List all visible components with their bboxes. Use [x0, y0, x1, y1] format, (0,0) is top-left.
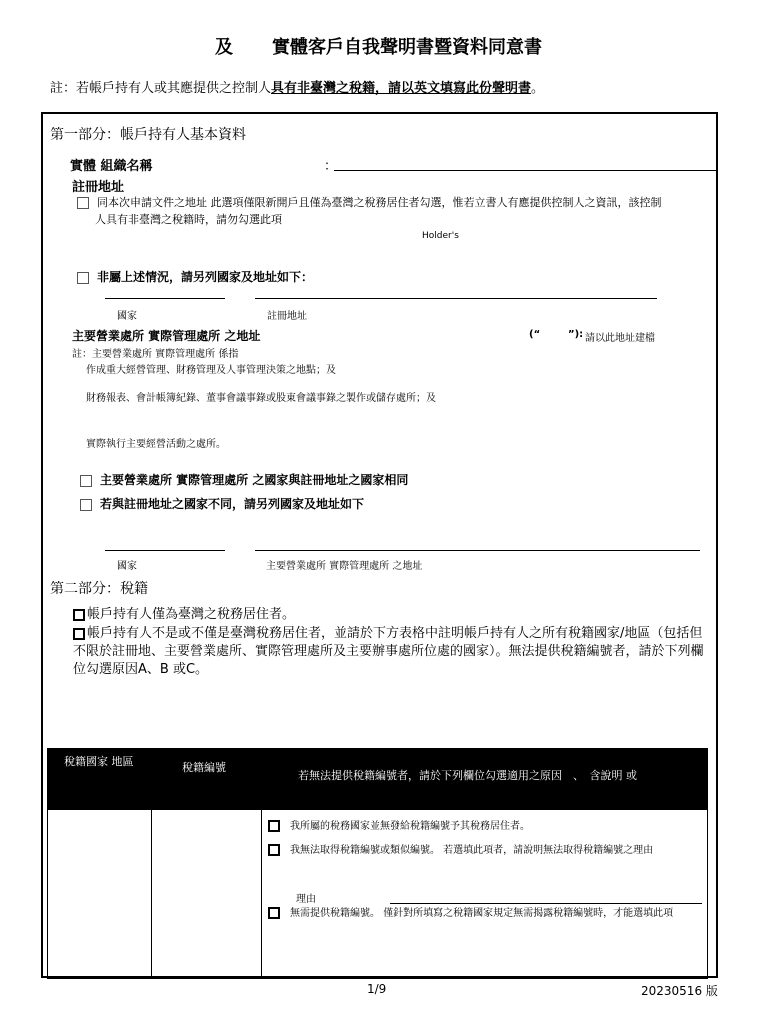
option-diff-country	[80, 495, 364, 512]
reason-a-text: 我所屬的稅務國家並無發給稅籍編號予其稅務居住者。	[290, 821, 530, 832]
option-taiwan-only-checkbox[interactable]	[73, 609, 85, 621]
note-suffix: 。	[531, 81, 545, 96]
option-same-doc-text: 同本次申請文件之地址 此選項僅限新開戶且僅為臺灣之稅務居住者勾選，惟若立書人有應提供控制人之資訊，該控制	[97, 196, 662, 209]
principal-item-1: 作成重大經營管理、財務管理及人事管理決策之地點；及	[86, 365, 336, 376]
principal-address-label: 主要營業處所 實際管理處所 之地址	[266, 561, 423, 572]
part1-heading: 第一部分：帳戶持有人基本資料	[50, 127, 246, 143]
part2-heading: 第二部分：稅籍	[50, 581, 148, 597]
note-underlined: 具有非臺灣之稅籍，請以英文填寫此份聲明書	[271, 81, 532, 96]
option-same-country-text: 主要營業處所 實際管理處所 之國家與註冊地址之國家相同	[100, 473, 409, 487]
option-not-only	[73, 625, 713, 679]
principal-item-3: 實際執行主要經營活動之處所。	[86, 439, 226, 450]
entity-name-field[interactable]	[334, 170, 718, 171]
reason-cell	[262, 810, 708, 979]
col-tin-header-text: 稅籍編號	[182, 761, 226, 774]
option-diff-country-checkbox[interactable]	[80, 499, 92, 511]
col-reason-header-text: 若無法提供稅籍編號者，請於下列欄位勾選適用之原因 、 含說明 或	[298, 769, 637, 782]
reason-label: 理由	[296, 894, 316, 905]
quote-close: ”):	[568, 329, 584, 340]
reason-a-checkbox[interactable]	[268, 820, 280, 832]
version-label: 20230516 版	[641, 984, 718, 998]
option-same-country	[80, 471, 408, 488]
option-taiwan-only	[73, 603, 295, 622]
option-other-address	[77, 268, 313, 285]
col-country-header	[48, 749, 152, 810]
reason-c-text: 無需提供稅籍編號。 僅針對所填寫之稅籍國家規定無需揭露稅籍編號時，才能選填此項	[290, 908, 674, 919]
option-same-doc-line2: 人具有非臺灣之稅籍時，請勿勾選此項	[95, 213, 282, 226]
tin-cell[interactable]	[152, 810, 262, 979]
col-country-header-text: 稅籍國家 地區	[64, 755, 134, 768]
option-same-doc	[77, 194, 662, 210]
option-same-country-checkbox[interactable]	[80, 475, 92, 487]
tax-table	[47, 748, 708, 979]
reason-field[interactable]	[390, 903, 702, 904]
intro-note	[50, 77, 544, 96]
entity-name-colon: ：	[324, 159, 338, 174]
principal-item-2: 財務報表、會計帳簿紀錄、董事會議事錄或股東會議事錄之製作或儲存處所；及	[86, 393, 436, 404]
reg-address-label: 註冊地址	[267, 311, 307, 322]
quote-open: (“	[529, 329, 541, 340]
option-not-only-checkbox[interactable]	[73, 628, 85, 640]
col-reason-header	[262, 749, 708, 810]
reason-b	[268, 843, 698, 859]
title-part1: 及	[215, 37, 233, 58]
tax-table-header	[48, 749, 708, 810]
country-field[interactable]	[105, 298, 225, 299]
principal-address-field[interactable]	[255, 550, 700, 551]
principal-note: 註：主要營業處所 實際管理處所 係指	[72, 349, 239, 360]
option-same-doc-checkbox[interactable]	[77, 197, 89, 209]
page-title: 實體客戶自我聲明書暨資料同意書	[272, 37, 542, 58]
tax-table-row	[48, 810, 708, 979]
principal-address-heading: 主要營業處所 實際管理處所 之地址	[72, 329, 261, 343]
quote-note: 請以此地址建檔	[585, 333, 655, 344]
reg-address-field[interactable]	[255, 298, 657, 299]
reason-b-text: 我無法取得稅籍編號或類似編號。 若選填此項者，請說明無法取得稅籍編號之理由	[290, 845, 654, 856]
country-label: 國家	[117, 311, 137, 322]
principal-country-label: 國家	[117, 561, 137, 572]
option-not-only-text: 帳戶持有人不是或不僅是臺灣稅務居住者，並請於下方表格中註明帳戶持有人之所有稅籍國家/地區（包括但不限於註冊地、主要營業處所、實際管理處所及主要辦事處所位處的國家）。無法提供稅籍編號者，請於下列欄位勾選原因A、B 或C。	[73, 626, 704, 677]
option-diff-country-text: 若與註冊地址之國家不同，請另列國家及地址如下	[100, 497, 365, 511]
reason-b-checkbox[interactable]	[268, 844, 280, 856]
col-tin-header	[152, 749, 262, 810]
option-taiwan-only-text: 帳戶持有人僅為臺灣之稅務居住者。	[87, 607, 296, 622]
page-number: 1/9	[367, 982, 387, 996]
reason-c	[268, 906, 702, 922]
reg-address-heading: 註冊地址	[72, 180, 125, 195]
reason-c-checkbox[interactable]	[268, 907, 280, 919]
holders-fragment: Holder's	[422, 231, 459, 241]
option-other-text: 非屬上述情況，請另列國家及地址如下：	[97, 270, 314, 284]
entity-name-label: 實體 組織名稱	[70, 159, 153, 174]
principal-country-field[interactable]	[105, 550, 225, 551]
note-prefix: 註：若帳戶持有人或其應提供之控制人	[50, 81, 272, 96]
reason-a	[268, 817, 530, 832]
country-cell[interactable]	[48, 810, 152, 979]
option-other-address-checkbox[interactable]	[77, 272, 89, 284]
